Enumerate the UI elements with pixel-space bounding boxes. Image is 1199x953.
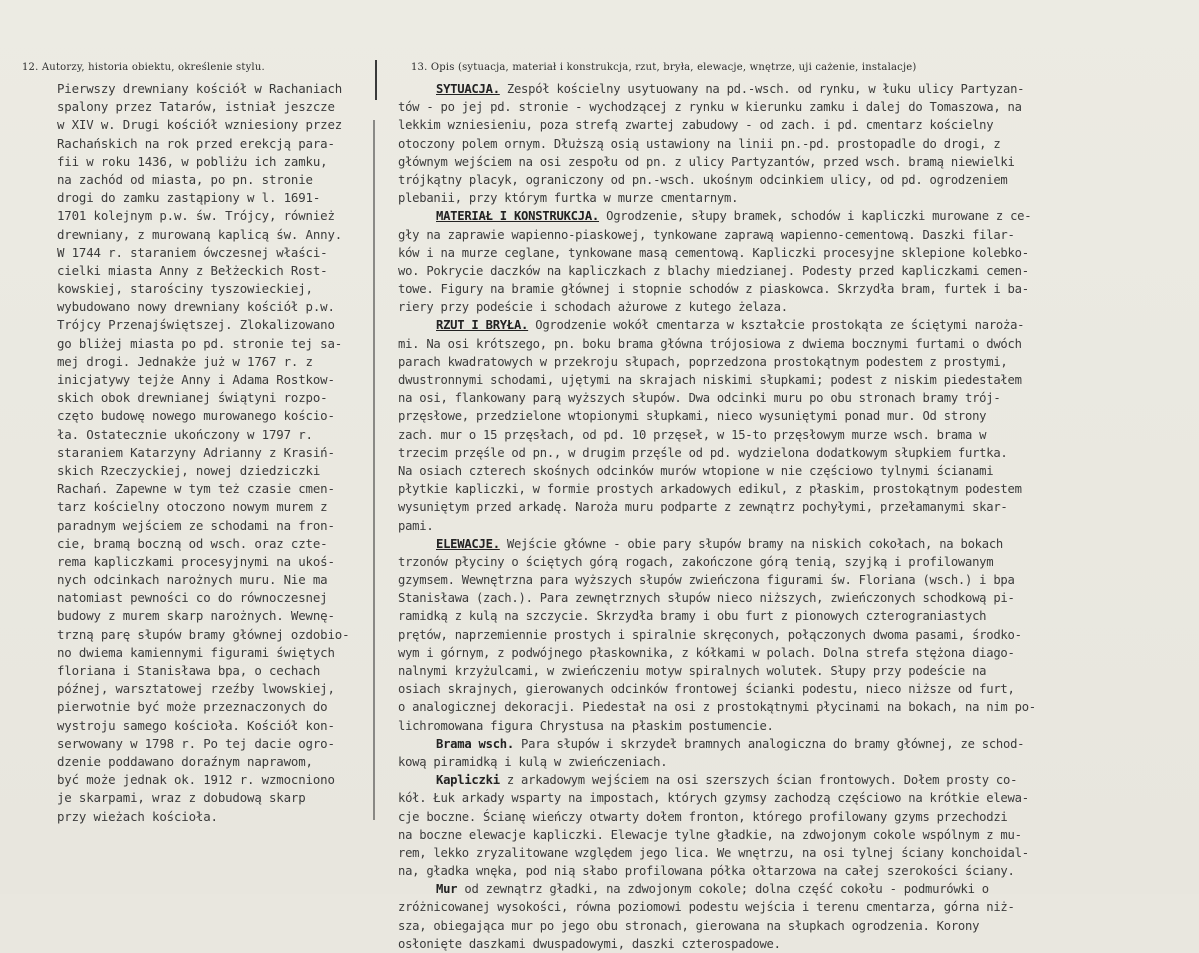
description-line: [398, 189, 1158, 207]
section-start-line: [398, 735, 1158, 753]
line-text: Ogrodzenie, słupy bramek, schodów i kapliczki murowane z ce-: [599, 209, 1032, 224]
history-line: rema kapliczkami procesyjnymi na ukoś-: [57, 553, 335, 569]
description-line: [398, 298, 1158, 316]
history-line: drogi do zamku zastąpiony w l. 1691-: [57, 190, 321, 206]
description-line: [398, 826, 1158, 844]
description-line: [398, 753, 1158, 771]
history-line: pierwotnie być może przeznaczonych do: [57, 699, 328, 715]
history-line: ła. Ostatecznie ukończony w 1797 r.: [57, 426, 313, 442]
line-text: osiach skrajnych, gierowanych odcinków frontowej ścianki podestu, nieco niższe od furt,: [398, 682, 1015, 697]
description-line: [398, 353, 1158, 371]
line-text: lekkim wzniesieniu, poza strefą zwartej zabudowy - od zach. i pd. cmentarz kościelny: [398, 118, 994, 133]
history-line: serwowany w 1798 r. Po tej dacie ogro-: [57, 735, 335, 751]
history-line: cie, bramą boczną od wsch. oraz czte-: [57, 535, 328, 551]
line-text: o analogicznej dekoracji. Piedestał na osi z prostokątnymi płycinami na bokach, na nim po-: [398, 700, 1036, 715]
line-text: kową piramidką i kulą w zwieńczeniach.: [398, 754, 668, 769]
history-line: budowy z murem skarp narożnych. Wewnę-: [57, 608, 335, 624]
description-text-column: [398, 80, 1158, 953]
description-line: [398, 935, 1158, 953]
section-heading: SYTUACJA.: [436, 82, 500, 96]
line-text: zróżnicowanej wysokości, równa poziomowi podestu wejścia i terenu cmentarza, górna niż-: [398, 900, 1015, 915]
history-line: skich obok drewnianej świątyni rozpo-: [57, 390, 328, 406]
history-line: spalony przez Tatarów, istniał jeszcze: [57, 99, 335, 115]
line-text: nalnymi krzyżulcami, w zwieńczeniu motyw spiralnych wolutek. Słupy przy podeście na: [398, 664, 987, 678]
line-text: ków i na murze ceglane, tynkowane masą cementową. Kapliczki procesyjne sklepione kolebko-: [398, 245, 1029, 260]
history-line: na zachód od miasta, po pn. stronie: [57, 171, 313, 187]
history-line: dzenie poddawano doraźnym naprawom,: [57, 753, 313, 769]
line-text: mi. Na osi krótszego, pn. boku brama główna trójosiowa z dwiema bocznymi furtami o dwóch: [398, 336, 1022, 351]
description-line: [398, 407, 1158, 425]
line-text: głównym wejściem na osi zespołu od pn. z ulicy Partyzantów, przed wsch. bramą niewielki: [398, 154, 1015, 169]
history-line: późnej, warsztatowej rzeźby lwowskiej,: [57, 681, 335, 697]
line-text: cje boczne. Ścianę wieńczy otwarty dołem fronton, którego profilowany gzyms przechodzi: [398, 809, 1008, 824]
line-text: Para słupów i skrzydeł bramnych analogiczna do bramy głównej, ze schod-: [513, 736, 1025, 751]
description-line: [398, 244, 1158, 262]
history-text-column: [57, 80, 377, 826]
line-text: riery przy podeście i schodach ażurowe z kutego żelaza.: [398, 300, 788, 315]
line-text: na, gładka wnęka, pod nią słabo profilowana półka ołtarzowa na całej szerokości ściany.: [398, 864, 1015, 879]
line-text: tów - po jej pd. stronie - wychodzącej z rynku w kierunku zamku i dalej do Tomaszowa, na: [398, 100, 1022, 115]
description-line: [398, 226, 1158, 244]
line-text: gzymsem. Wewnętrzna para wyższych słupów zwieńczona figurami św. Floriana (wsch.) i bpa: [398, 573, 1015, 588]
section-start-line: [398, 316, 1158, 334]
line-text: Zespół kościelny usytuowany na pd.-wsch. od rynku, w łuku ulicy Partyzan-: [499, 82, 1025, 96]
line-text: towe. Figury na bramie głównej i stopnie schodów z piaskowca. Skrzydła bram, furtek i ba-: [398, 282, 1029, 297]
line-text: od zewnątrz gładki, na zdwojonym cokole; dolna część cokołu - podmurówki o: [457, 882, 989, 897]
line-text: ramidką z kulą na szczycie. Skrzydła bramy i obu furt z pionowych czterograniastych: [398, 609, 987, 624]
history-line: mej drogi. Jednakże już w 1767 r. z: [57, 353, 313, 369]
description-line: [398, 135, 1158, 153]
section-heading: Kapliczki: [436, 773, 500, 788]
line-text: plebanii, przy którym furtka w murze cmentarnym.: [398, 191, 739, 206]
description-line: [398, 462, 1158, 480]
line-text: Na osiach czterech skośnych odcinków murów wtopione w nie częściowo tylnymi ścianami: [398, 463, 994, 478]
line-text: Ogrodzenie wokół cmentarza w kształcie prostokąta ze ściętymi naroża-: [528, 318, 1025, 333]
description-line: [398, 371, 1158, 389]
description-line: [398, 444, 1158, 462]
description-line: [398, 698, 1158, 716]
line-text: wysuniętym przed arkadę. Naroża muru podparte z zewnątrz pochyłymi, przełamanymi skar-: [398, 500, 1008, 515]
description-line: [398, 335, 1158, 353]
history-line: kowskiej, starościny tyszowieckiej,: [57, 281, 313, 297]
line-text: z arkadowym wejściem na osi szerszych ścian frontowych. Dołem prosty co-: [499, 773, 1018, 788]
description-line: [398, 862, 1158, 880]
line-text: sza, obiegająca mur po jego obu stronach, gierowana na słupkach ogrodzenia. Korony: [398, 918, 980, 933]
line-text: trójkątny placyk, ograniczony od pn.-wsch. ukośnym odcinkiem ulicy, od pd. ogrodzeniem: [398, 172, 1008, 187]
history-line: drewniany, z murowaną kaplicą św. Anny.: [57, 226, 343, 242]
description-line: [398, 116, 1158, 134]
right-column-header: 13. Opis (sytuacja, materiał i konstrukcja, rzut, bryła, elewacje, wnętrze, uji cażenie, instalacje): [411, 62, 917, 73]
description-line: [398, 844, 1158, 862]
description-line: [398, 426, 1158, 444]
line-text: pami.: [398, 518, 434, 533]
line-text: kół. Łuk arkady wsparty na impostach, których gzymsy zachodzą częściowo na krótkie elewa-: [398, 791, 1029, 806]
line-text: trzonów płyciny o ściętych górą rogach, zakończone górą tenią, szyjką i profilowanym: [398, 554, 994, 569]
description-line: [398, 680, 1158, 698]
description-line: [398, 571, 1158, 589]
line-text: na boczne elewacje kapliczki. Elewacje tylne gładkie, na zdwojonym cokole wspólnym z mu-: [398, 827, 1022, 842]
section-heading: ELEWACJE.: [436, 536, 500, 551]
line-text: przęsłowe, przedzielone wtopionymi słupkami, nieco wysuniętymi ponad mur. Od strony: [398, 409, 987, 424]
line-text: płytkie kapliczki, w formie prostych arkadowych edikul, z płaskim, prostokątnym podestem: [398, 482, 1022, 497]
line-text: trzecim przęśle od pn., w drugim przęśle od pd. wydzielona dodatkowym słupkiem furtka.: [398, 445, 1008, 460]
description-line: [398, 808, 1158, 826]
line-text: dwustronnymi schodami, ujętymi na skrajach niskimi słupkami; podest z niskim piedestałem: [398, 373, 1022, 387]
history-line: Rachańskich na rok przed erekcją para-: [57, 135, 335, 151]
history-line: no dwiema kamiennymi figurami świętych: [57, 644, 335, 660]
section-start-line: [398, 880, 1158, 898]
description-line: [398, 644, 1158, 662]
description-line: [398, 517, 1158, 535]
line-text: osłonięte daszkami dwuspadowymi, daszki czterospadowe.: [398, 936, 781, 951]
history-line: częto budowę nowego murowanego kościo-: [57, 408, 335, 424]
history-line: Trójcy Przenajświętszej. Zlokalizowano: [57, 317, 335, 333]
line-text: na osi, flankowany parą wyższych słupów. Dwa odcinki muru po obu stronach bramy trój-: [398, 391, 1001, 406]
section-heading: RZUT I BRYŁA.: [436, 318, 529, 333]
history-line: być może jednak ok. 1912 r. wzmocniono: [57, 772, 335, 788]
description-line: [398, 789, 1158, 807]
description-line: [398, 917, 1158, 935]
description-line: [398, 626, 1158, 644]
line-text: Wejście główne - obie pary słupów bramy na niskich cokołach, na bokach: [499, 536, 1004, 551]
history-line: floriana i Stanisława bpa, o cechach: [57, 663, 321, 678]
section-start-line: [398, 771, 1158, 789]
history-line: Rachań. Zapewne w tym też czasie cmen-: [57, 481, 335, 497]
section-heading: Mur: [436, 882, 458, 897]
line-text: zach. mur o 15 przęsłach, od pd. 10 przęseł, w 15-to przęsłowym murze wsch. brama w: [398, 427, 987, 442]
history-line: cielki miasta Anny z Bełżeckich Rost-: [57, 262, 328, 278]
history-line: trzną parę słupów bramy głównej ozdobio-: [57, 626, 350, 642]
history-line: staraniem Katarzyny Adrianny z Krasiń-: [57, 444, 335, 460]
description-line: [398, 389, 1158, 407]
description-line: [398, 498, 1158, 516]
section-heading: MATERIAŁ I KONSTRUKCJA.: [436, 209, 600, 224]
history-line: nych odcinkach narożnych muru. Nie ma: [57, 572, 328, 588]
description-line: [398, 153, 1158, 171]
line-text: wo. Pokrycie daczków na kapliczkach z blachy miedzianej. Podesty przed kapliczkami cemen-: [398, 263, 1029, 278]
line-text: rem, lekko zryzalitowane względem jego lica. We wnętrzu, na osi tylnej ściany konchoidal-: [398, 845, 1029, 860]
history-line: tarz kościelny otoczono nowym murem z: [57, 499, 328, 515]
history-line: przy wieżach kościoła.: [57, 808, 218, 824]
description-line: [398, 717, 1158, 735]
line-text: gły na zaprawie wapienno-piaskowej, tynkowane zaprawą wapienno-cementową. Daszki filar-: [398, 227, 1015, 242]
description-line: [398, 662, 1158, 680]
line-text: Stanisława (zach.). Para zewnętrznych słupów nieco niższych, zwieńczonych schodkową pi-: [398, 591, 1015, 606]
history-line: w XIV w. Drugi kościół wzniesiony przez: [57, 117, 343, 133]
history-line: natomiast pewności co do równoczesnej: [57, 590, 328, 606]
description-line: [398, 171, 1158, 189]
description-line: [398, 607, 1158, 625]
description-line: [398, 898, 1158, 916]
description-line: [398, 262, 1158, 280]
description-line: [398, 480, 1158, 498]
history-line: fii w roku 1436, w pobliżu ich zamku,: [57, 153, 328, 169]
history-line: inicjatywy tejże Anny i Adama Rostkow-: [57, 372, 335, 387]
history-line: skich Rzeczyckiej, nowej dziedziczki: [57, 462, 321, 478]
left-column-header: 12. Autorzy, historia obiektu, określenie stylu.: [22, 62, 265, 73]
history-line: go bliżej miasta po pd. stronie tej sa-: [57, 335, 343, 351]
section-start-line: [398, 535, 1158, 553]
line-text: prętów, naprzemiennie prostych i spiralnie skręconych, połączonych dwoma pasami, środko-: [398, 627, 1022, 642]
history-line: W 1744 r. staraniem ówczesnej właści-: [57, 244, 328, 260]
section-heading: Brama wsch.: [436, 736, 514, 751]
line-text: otoczony polem ornym. Dłuższą osią ustawiony na linii pn.-pd. prostopadle do drogi, z: [398, 136, 1001, 151]
history-line: je skarpami, wraz z dobudową skarp: [57, 790, 306, 806]
history-line: 1701 kolejnym p.w. św. Trójcy, również: [57, 208, 335, 224]
description-line: [398, 280, 1158, 298]
line-text: parach kwadratowych w przekroju słupach, poprzedzona prostokątnym podestem z prostymi,: [398, 354, 1008, 369]
line-text: wym i górnym, z podwójnego płaskownika, z kółkami w polach. Dolna strefa stężona diago-: [398, 645, 1015, 660]
section-start-line: [398, 80, 1158, 98]
history-line: wystroju samego kościoła. Kościół kon-: [57, 717, 335, 733]
section-start-line: [398, 207, 1158, 225]
description-line: [398, 589, 1158, 607]
history-line: Pierwszy drewniany kościół w Rachaniach: [57, 81, 343, 96]
description-line: [398, 98, 1158, 116]
description-line: [398, 553, 1158, 571]
line-text: lichromowana figura Chrystusa na płaskim postumencie.: [398, 718, 774, 733]
history-line: paradnym wejściem ze schodami na fron-: [57, 517, 335, 533]
history-line: wybudowano nowy drewniany kościół p.w.: [57, 299, 335, 315]
